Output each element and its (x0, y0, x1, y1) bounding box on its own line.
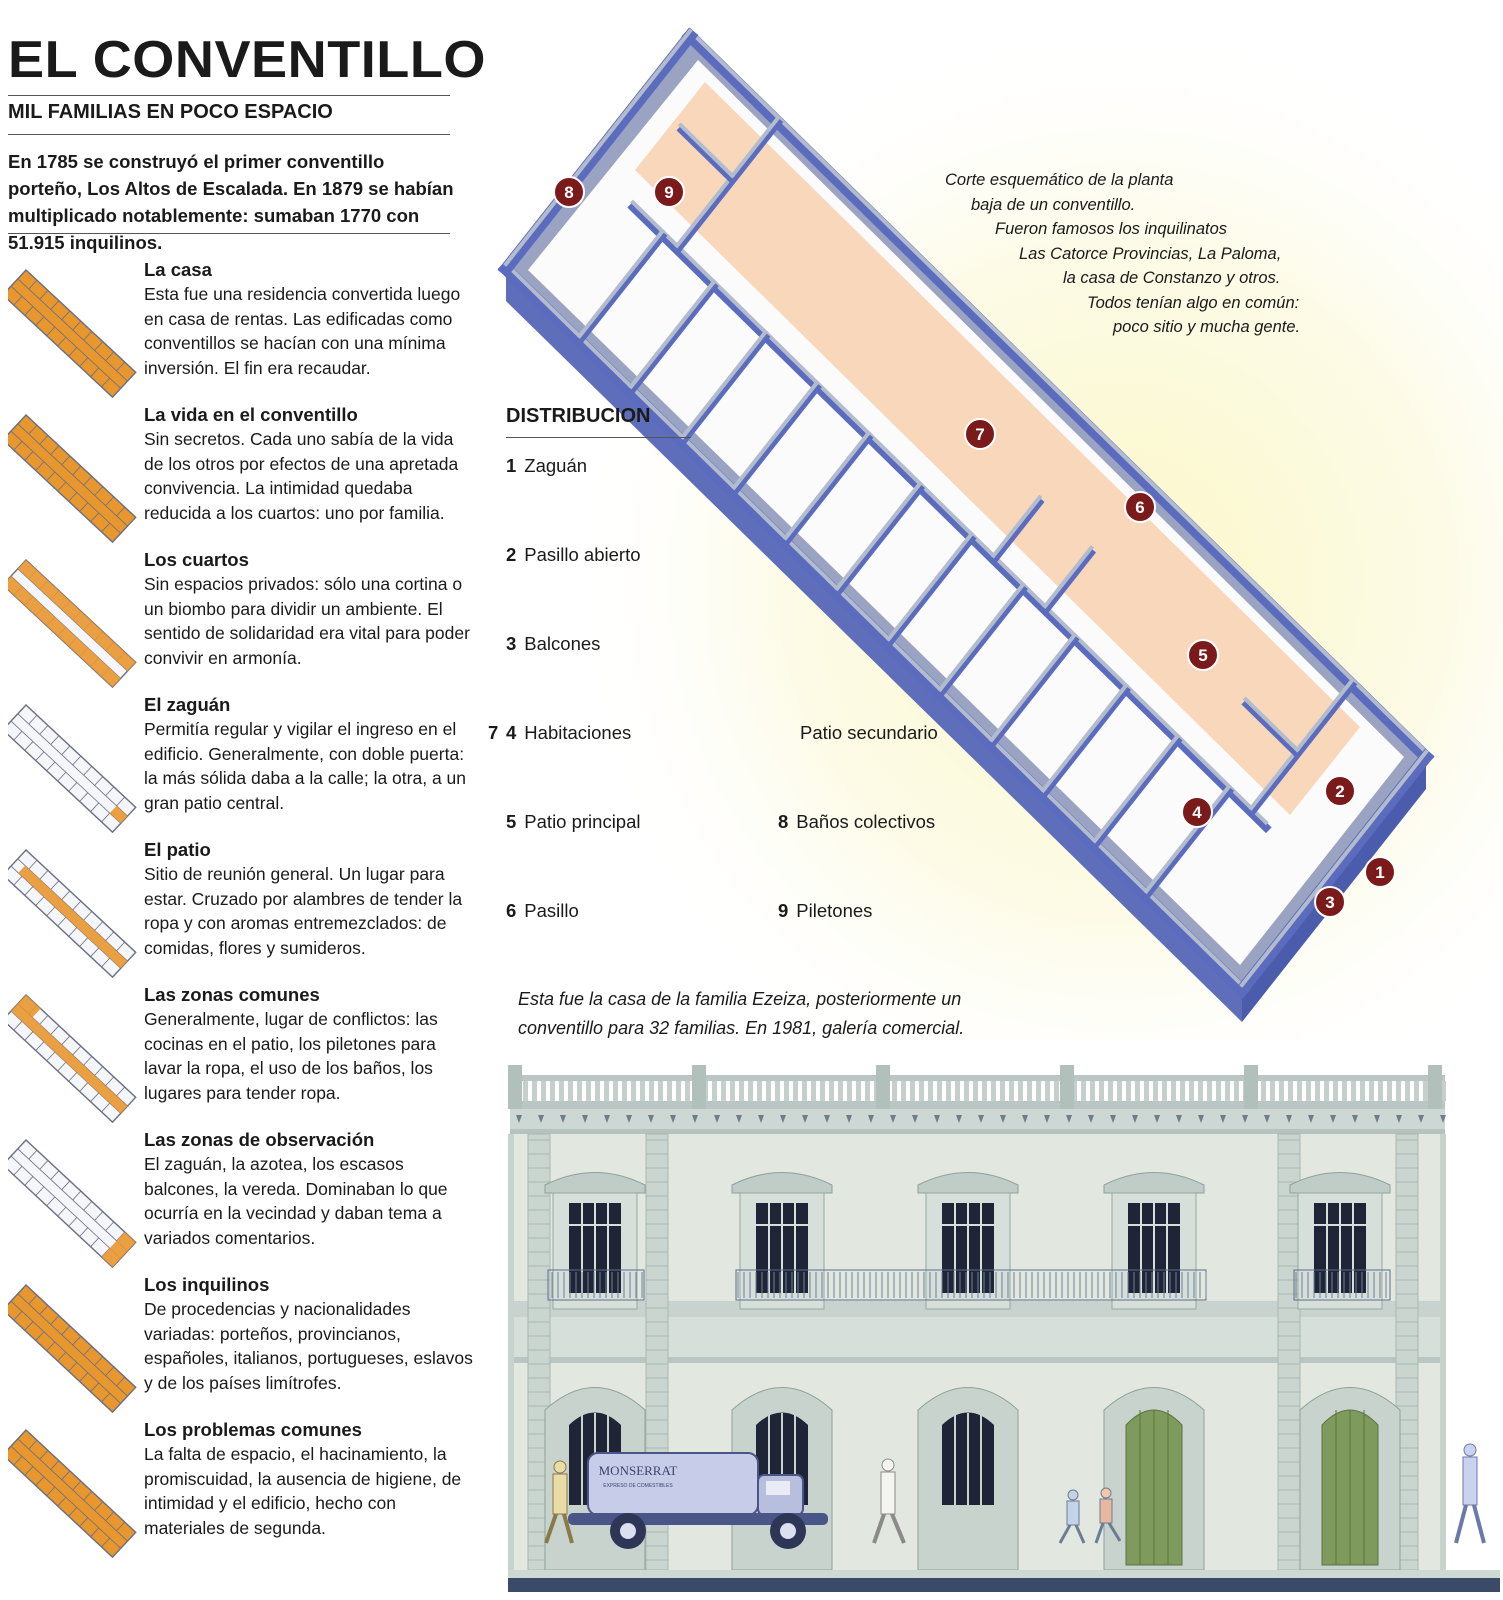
diagram-caption-line: la casa de Constanzo y otros. (1063, 269, 1281, 287)
divider (506, 437, 691, 438)
number-marker (1125, 492, 1155, 522)
truck-sign-tagline: EXPRESO DE COMESTIBLES (603, 1483, 673, 1489)
number-marker (554, 177, 584, 207)
legend-label: Balcones (524, 633, 601, 654)
floorplan-thumbnail-full-icon (8, 403, 148, 543)
number-marker (1365, 857, 1395, 887)
section-text (144, 1418, 474, 1540)
number-marker-label: 2 (1335, 782, 1345, 801)
diagram-caption-line: poco sitio y mucha gente. (1113, 318, 1301, 336)
legend-item (506, 722, 631, 744)
legend-number: 8 (778, 811, 789, 832)
section-row (8, 838, 468, 978)
legend-number: 7 (488, 722, 499, 743)
section-row (8, 693, 468, 833)
section-row (8, 983, 468, 1123)
section-row (8, 403, 468, 543)
diagram-caption (945, 168, 1345, 340)
number-marker (1188, 640, 1218, 670)
section-title: Los inquilinos (144, 1274, 270, 1295)
divider (8, 134, 450, 135)
section-body: De procedencias y nacionalidades variadas: porteños, provincianos, españoles, italianos, portugueses, eslavos y de los países limítrofes. (144, 1299, 473, 1393)
section-title: La vida en el conventillo (144, 404, 358, 425)
number-marker-label: 4 (1192, 803, 1202, 822)
section-title: El zaguán (144, 694, 231, 715)
floorplan-thumbnail-full-icon (8, 1418, 148, 1558)
section-text (144, 1273, 474, 1395)
section-body: Generalmente, lugar de conflictos: las cocinas en el patio, los piletones para lavar la ropa, el uso de los baños, los lugares para tender ropa. (144, 1009, 438, 1103)
number-marker-label: 1 (1375, 863, 1385, 882)
legend-number: 9 (778, 900, 789, 921)
truck-sign-name: MONSERRAT (598, 1463, 678, 1478)
legend-item (778, 900, 872, 922)
section-text (144, 693, 474, 815)
number-marker-label: 3 (1325, 893, 1335, 912)
section-text (144, 983, 474, 1105)
number-marker (965, 419, 995, 449)
legend-label: Patio secundario (800, 722, 938, 743)
divider (8, 233, 450, 234)
legend-item (506, 633, 600, 655)
section-title: La casa (144, 259, 212, 280)
section-row (8, 258, 468, 398)
legend-label: Zaguán (524, 455, 588, 476)
section-text (144, 403, 474, 525)
legend-number: 2 (506, 544, 517, 565)
facade-caption: Esta fue la casa de la familia Ezeiza, posteriormente un conventillo para 32 familias. En 1981, galería comercial. (518, 989, 965, 1038)
floorplan-thumbnail-rooms-icon (8, 548, 148, 688)
legend-item (488, 722, 506, 744)
legend-label: Pasillo abierto (524, 544, 641, 565)
legend-label: Piletones (796, 900, 873, 921)
section-title: Los problemas comunes (144, 1419, 362, 1440)
legend-number: 5 (506, 811, 517, 832)
section-row (8, 1418, 468, 1558)
divider (8, 95, 450, 96)
distribution-title: DISTRIBUCION (506, 405, 651, 427)
diagram-caption-line: Fueron famosos los inquilinatos (995, 220, 1228, 238)
number-marker-label: 8 (564, 183, 574, 202)
diagram-caption-line: baja de un conventillo. (971, 195, 1136, 214)
section-text (144, 258, 474, 380)
section-title: Las zonas comunes (144, 984, 320, 1005)
floorplan-thumbnail-patio-icon (8, 838, 148, 978)
number-marker (1325, 776, 1355, 806)
legend-item (506, 455, 587, 477)
diagram-caption-line: Todos tenían algo en común: (1087, 293, 1300, 312)
number-marker-label: 6 (1135, 498, 1145, 517)
floorplan-thumbnail-entrance-icon (8, 693, 148, 833)
number-marker (1182, 797, 1212, 827)
section-title: El patio (144, 839, 211, 860)
legend-label: Pasillo (524, 900, 579, 921)
section-row (8, 1273, 473, 1413)
number-marker-label: 7 (975, 425, 985, 444)
legend-item (506, 811, 641, 833)
section-row (8, 548, 468, 688)
section-title: Las zonas de observación (144, 1129, 375, 1150)
page-title: EL CONVENTILLO (8, 31, 487, 89)
floorplan-thumbnail-full-icon (8, 1273, 148, 1413)
legend-label: Baños colectivos (796, 811, 936, 832)
legend-number: 4 (506, 722, 517, 743)
number-marker (654, 177, 684, 207)
legend-number: 6 (506, 900, 517, 921)
section-title: Los cuartos (144, 549, 249, 570)
section-body: Sitio de reunión general. Un lugar para estar. Cruzado por alambres de tender la ropa y con aromas entremezclados: de comidas, flores y sumideros. (144, 864, 463, 958)
floorplan-thumbnail-observation-icon (8, 1128, 148, 1268)
floorplan-thumbnail-common-icon (8, 983, 148, 1123)
diagram-caption-line: Las Catorce Provincias, La Paloma, (1019, 244, 1282, 263)
legend-number: 3 (506, 633, 517, 654)
section-row (8, 1128, 468, 1268)
section-text (144, 548, 474, 670)
intro-text: En 1785 se construyó el primer conventillo porteño, Los Altos de Escalada. En 1879 se habían multiplicado notablemente: sumaban 1770 con 51.915 inquilinos. (8, 151, 454, 253)
section-body: La falta de espacio, el hacinamiento, la promiscuidad, la ausencia de higiene, de intimidad y el edificio, hecho con materiales de segunda. (144, 1444, 462, 1538)
section-body: Esta fue una residencia convertida luego en casa de rentas. Las edificadas como conventillos se hacían con una mínima inversión. El fin era recaudar. (144, 284, 461, 378)
number-marker-label: 5 (1198, 646, 1208, 665)
legend-item (506, 544, 641, 566)
legend-item (778, 811, 935, 833)
section-body: Sin secretos. Cada uno sabía de la vida de los otros por efectos de una apretada convivencia. La intimidad quedaba reducida a los cuartos: uno por familia. (144, 429, 459, 523)
facade-illustration (508, 1065, 1500, 1600)
section-body: Sin espacios privados: sólo una cortina o un biombo para dividir un ambiente. El sentido de solidaridad era vital para poder convivir en armonía. (144, 574, 470, 668)
legend-label: Habitaciones (524, 722, 632, 743)
section-text (144, 838, 474, 960)
section-body: Permitía regular y vigilar el ingreso en el edificio. Generalmente, con doble puerta: la más sólida daba a la calle; la otra, a un gran patio central. (144, 719, 466, 813)
section-body: El zaguán, la azotea, los escasos balcones, la vereda. Dominaban lo que ocurría en la vecindad y daban tema a variados comentarios. (144, 1154, 448, 1248)
section-text (144, 1128, 474, 1250)
legend-number: 1 (506, 455, 517, 476)
legend-item (506, 900, 579, 922)
floorplan-thumbnail-full-icon (8, 258, 148, 398)
diagram-caption-line: Corte esquemático de la planta (945, 171, 1174, 189)
number-marker (1315, 887, 1345, 917)
number-marker-label: 9 (664, 183, 674, 202)
legend-label: Patio principal (524, 811, 641, 832)
page-subtitle: MIL FAMILIAS EN POCO ESPACIO (8, 101, 333, 123)
